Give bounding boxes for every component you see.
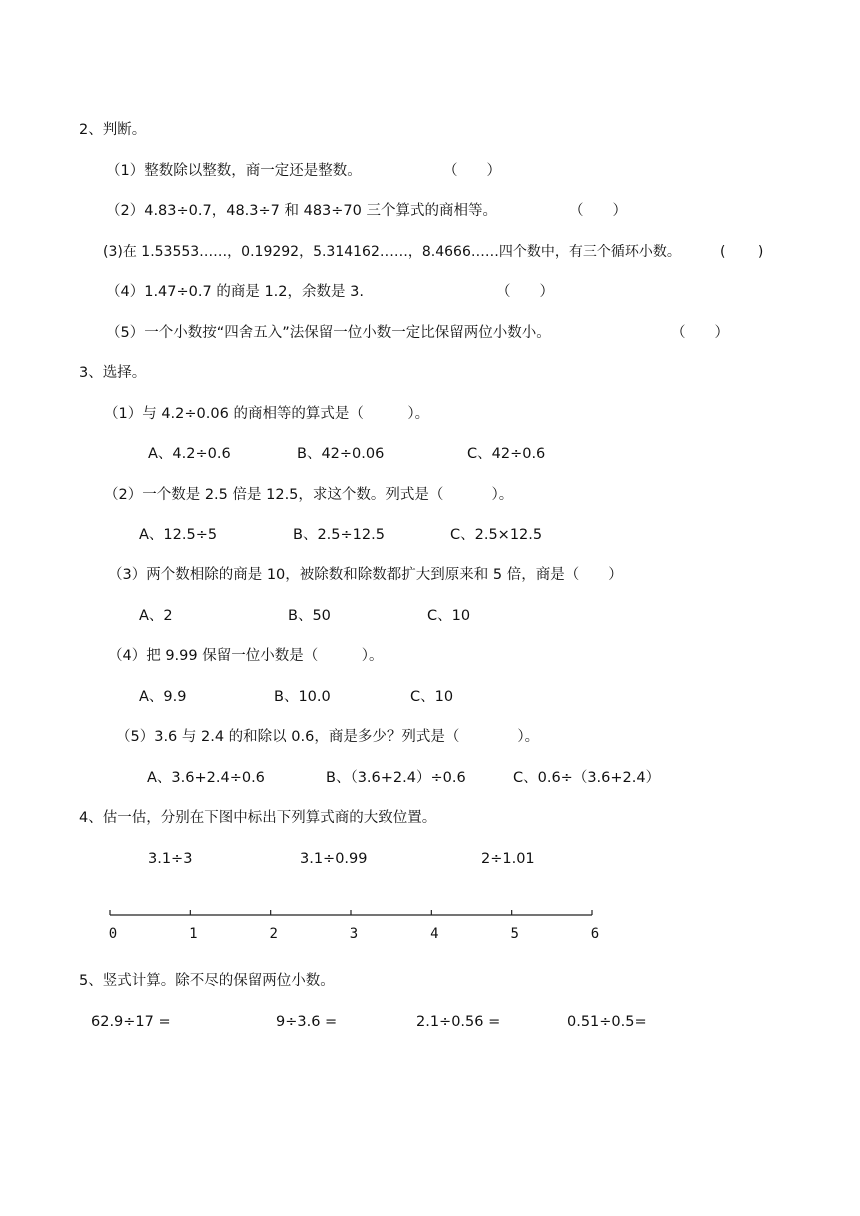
calculation-problem: 0.51÷0.5= bbox=[567, 1014, 647, 1030]
judgment-item-text: （1）整数除以整数，商一定还是整数。 bbox=[106, 163, 362, 179]
option-c[interactable]: C、10 bbox=[427, 608, 471, 624]
calculation-problem: 2.1÷0.56 = bbox=[416, 1014, 501, 1030]
option-a[interactable]: A、2 bbox=[139, 608, 173, 624]
section-3-heading: 3、选择。 bbox=[79, 365, 147, 381]
judgment-item-5 bbox=[106, 323, 729, 343]
judgment-item-1 bbox=[106, 161, 501, 181]
calculation-problem: 9÷3.6 = bbox=[276, 1014, 338, 1030]
section-2-heading: 2、判断。 bbox=[79, 122, 147, 138]
option-a[interactable]: A、3.6+2.4÷0.6 bbox=[147, 770, 265, 786]
number-line-label: 2 bbox=[269, 926, 278, 942]
option-b[interactable]: B、2.5÷12.5 bbox=[293, 527, 385, 543]
option-b[interactable]: B、50 bbox=[288, 608, 331, 624]
number-line-label: 5 bbox=[510, 926, 519, 942]
number-line-label: 0 bbox=[108, 926, 118, 942]
option-b[interactable]: B、（3.6+2.4）÷0.6 bbox=[326, 770, 466, 786]
estimate-expression: 2÷1.01 bbox=[481, 851, 535, 867]
option-a[interactable]: A、12.5÷5 bbox=[139, 527, 218, 543]
answer-parentheses[interactable]: （ ） bbox=[496, 284, 554, 300]
option-c[interactable]: C、2.5×12.5 bbox=[450, 527, 543, 543]
choice-question-3: （3）两个数相除的商是 10，被除数和除数都扩大到原来和 5 倍，商是（ ） bbox=[108, 567, 623, 583]
estimate-expression: 3.1÷0.99 bbox=[300, 851, 368, 867]
judgment-item-text: （2）4.83÷0.7，48.3÷7 和 483÷70 三个算式的商相等。 bbox=[106, 203, 497, 219]
option-b[interactable]: B、42÷0.06 bbox=[297, 446, 385, 462]
estimate-expression: 3.1÷3 bbox=[148, 851, 193, 867]
option-a[interactable]: A、9.9 bbox=[139, 689, 187, 705]
judgment-item-text: （5）一个小数按“四舍五入”法保留一位小数一定比保留两位小数小。 bbox=[106, 325, 551, 341]
number-line-label: 1 bbox=[189, 926, 198, 942]
option-a[interactable]: A、4.2÷0.6 bbox=[148, 446, 231, 462]
answer-parentheses[interactable]: （ ） bbox=[671, 325, 729, 341]
section-4-heading: 4、估一估，分别在下图中标出下列算式商的大致位置。 bbox=[79, 810, 437, 826]
choice-question-1: （1）与 4.2÷0.06 的商相等的算式是（ ）。 bbox=[104, 406, 430, 422]
number-line[interactable] bbox=[100, 905, 620, 947]
answer-parentheses[interactable]: ( ) bbox=[720, 244, 764, 260]
judgment-item-4 bbox=[106, 282, 554, 302]
option-c[interactable]: C、10 bbox=[410, 689, 454, 705]
judgment-item-2 bbox=[106, 201, 627, 221]
choice-question-2: （2）一个数是 2.5 倍是 12.5，求这个数。列式是（ ）。 bbox=[104, 487, 514, 503]
option-c[interactable]: C、42÷0.6 bbox=[467, 446, 546, 462]
judgment-item-3 bbox=[103, 242, 764, 262]
answer-parentheses[interactable]: （ ） bbox=[569, 203, 627, 219]
choice-question-4: （4）把 9.99 保留一位小数是（ ）。 bbox=[108, 648, 384, 664]
number-line-label: 3 bbox=[349, 926, 359, 942]
option-c[interactable]: C、0.6÷（3.6+2.4） bbox=[513, 770, 661, 786]
calculation-problem: 62.9÷17 = bbox=[91, 1014, 171, 1030]
answer-parentheses[interactable]: （ ） bbox=[443, 163, 501, 179]
judgment-item-text: （4）1.47÷0.7 的商是 1.2，余数是 3. bbox=[106, 284, 364, 300]
option-b[interactable]: B、10.0 bbox=[274, 689, 331, 705]
judgment-item-text: (3)在 1.53553……，0.19292，5.314162……，8.4666……四个数中，有三个循环小数。 bbox=[103, 244, 681, 260]
choice-question-5: （5）3.6 与 2.4 的和除以 0.6，商是多少？列式是（ ）。 bbox=[116, 729, 540, 745]
number-line-label: 4 bbox=[430, 926, 439, 942]
number-line-label: 6 bbox=[590, 926, 600, 942]
section-5-heading: 5、竖式计算。除不尽的保留两位小数。 bbox=[79, 973, 335, 989]
